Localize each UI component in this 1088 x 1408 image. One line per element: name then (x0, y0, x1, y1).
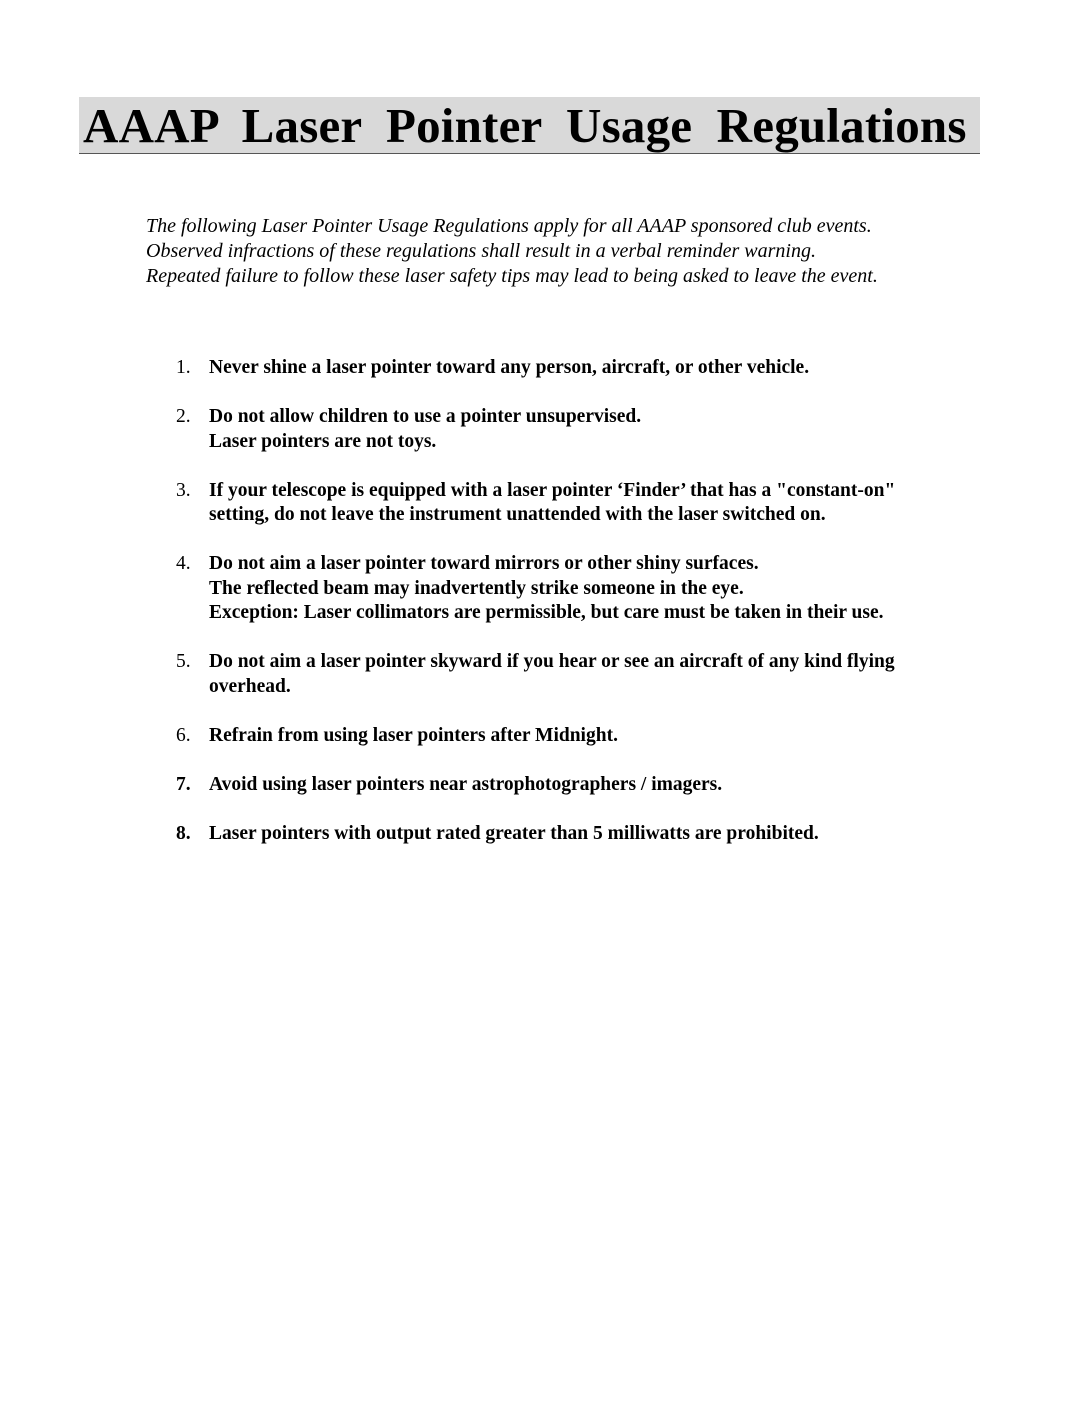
rule-item-5 (0, 650, 1088, 699)
rule-item-7 (0, 773, 1088, 798)
rule-line: If your telescope is equipped with a laser pointer ‘Finder’ that has a "constant-on" (209, 479, 896, 501)
rule-text (209, 650, 999, 699)
rule-text (209, 479, 999, 528)
rule-line: The reflected beam may inadvertently strike someone in the eye. (209, 577, 744, 599)
rule-line: setting, do not leave the instrument unattended with the laser switched on. (209, 504, 826, 525)
rule-line: Laser pointers with output rated greater than 5 milliwatts are prohibited. (209, 822, 819, 844)
regulations-list (0, 356, 1088, 871)
rule-item-1 (0, 356, 1088, 381)
intro-line: The following Laser Pointer Usage Regulations apply for all AAAP sponsored club events. (146, 215, 872, 237)
rule-line: overhead. (209, 675, 291, 697)
rule-line: Do not aim a laser pointer skyward if you hear or see an aircraft of any kind flying (209, 651, 895, 672)
rule-line: Do not allow children to use a pointer unsupervised. (209, 406, 642, 427)
rule-item-2 (0, 405, 1088, 454)
page-title: AAAP Laser Pointer Usage Regulations (83, 98, 967, 153)
rule-line: Never shine a laser pointer toward any person, aircraft, or other vehicle. (209, 357, 810, 378)
rule-number: 7. (176, 773, 191, 795)
rule-number: 6. (176, 724, 191, 746)
rule-item-3 (0, 479, 1088, 528)
rule-number: 2. (176, 406, 191, 427)
rule-number: 8. (176, 822, 191, 844)
rule-item-4 (0, 552, 1088, 626)
rule-line: Avoid using laser pointers near astrophotographers / imagers. (209, 773, 723, 795)
intro-line: Observed infractions of these regulations shall result in a verbal reminder warning. (146, 240, 816, 262)
rule-number: 5. (176, 651, 191, 672)
rule-text (209, 822, 999, 847)
rule-item-6 (0, 724, 1088, 749)
rule-line: Laser pointers are not toys. (209, 430, 437, 452)
rule-line: Exception: Laser collimators are permissible, but care must be taken in their use. (209, 602, 884, 623)
rule-number: 4. (176, 553, 191, 574)
rule-number: 1. (176, 357, 191, 378)
rule-line: Do not aim a laser pointer toward mirrors or other shiny surfaces. (209, 553, 759, 574)
rule-line: Refrain from using laser pointers after Midnight. (209, 724, 618, 746)
rule-text (209, 356, 999, 381)
rule-number: 3. (176, 479, 191, 501)
rule-text (209, 405, 999, 454)
intro-line: Repeated failure to follow these laser safety tips may lead to being asked to leave the event. (146, 265, 878, 287)
rule-item-8 (0, 822, 1088, 847)
rule-text (209, 773, 999, 798)
rule-text (209, 552, 999, 626)
intro-paragraph (146, 214, 1026, 289)
rule-text (209, 724, 999, 749)
